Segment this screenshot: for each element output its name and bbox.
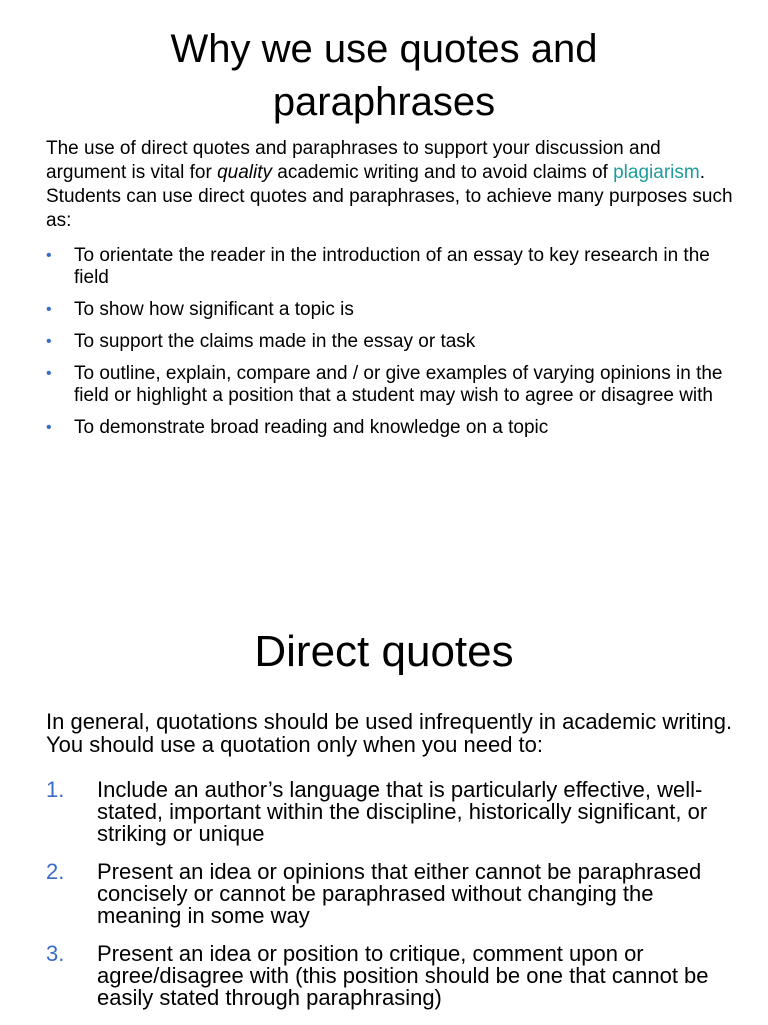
item-number: 1. xyxy=(46,777,65,802)
list-item xyxy=(46,779,736,845)
list-item xyxy=(46,363,736,407)
item-number: 3. xyxy=(46,941,65,966)
intro-text-1: The use of direct quotes and paraphrases to support your discussion and argument is vital for xyxy=(46,138,661,183)
bullet-icon: • xyxy=(46,419,52,436)
intro-text-2: academic writing and to avoid claims of xyxy=(272,162,614,183)
bullet-icon: • xyxy=(46,365,52,382)
intro-text-3: . Students can use direct quotes and paraphrases, to achieve many purposes such as: xyxy=(46,162,733,231)
list-item xyxy=(46,417,736,439)
slide-title: Direct quotes xyxy=(254,627,514,676)
bullet-icon: • xyxy=(46,333,52,350)
list-item xyxy=(46,861,736,927)
item-number: 2. xyxy=(46,859,65,884)
list-item-text: To demonstrate broad reading and knowledge on a topic xyxy=(74,417,549,438)
title-line-1: Why we use quotes and xyxy=(170,27,598,71)
bullet-icon: • xyxy=(46,247,52,264)
title-line-2: paraphrases xyxy=(272,80,496,124)
list-item-text: Present an idea or opinions that either cannot be paraphrased concisely or cannot be paraphrased without changing the meaning in some way xyxy=(97,859,702,928)
list-item xyxy=(46,245,736,289)
intro-paragraph xyxy=(46,137,736,233)
quotation-reasons-list xyxy=(46,779,736,1025)
list-item xyxy=(46,943,736,1009)
list-item-text: To orientate the reader in the introduction of an essay to key research in the field xyxy=(74,245,710,288)
list-item xyxy=(46,299,736,321)
list-item-text: To show how significant a topic is xyxy=(74,299,354,320)
intro-paragraph: In general, quotations should be used infrequently in academic writing. You should use a quotation only when you need to: xyxy=(46,709,733,757)
purposes-list xyxy=(46,245,736,449)
list-item-text: Present an idea or position to critique, comment upon or agree/disagree with (this position should be one that cannot be easily stated through paraphrasing) xyxy=(97,941,709,1010)
list-item-text: Include an author’s language that is particularly effective, well-stated, important within the discipline, historically significant, or striking or unique xyxy=(97,777,708,846)
list-item-text: To support the claims made in the essay or task xyxy=(74,331,476,352)
plagiarism-link[interactable]: plagiarism xyxy=(613,162,700,183)
bullet-icon: • xyxy=(46,301,52,318)
slide-title xyxy=(0,23,768,129)
list-item-text: To outline, explain, compare and / or give examples of varying opinions in the field or highlight a position that a student may wish to agree or disagree with xyxy=(74,363,723,406)
intro-emphasis: quality xyxy=(217,162,272,183)
list-item xyxy=(46,331,736,353)
slide-direct-quotes xyxy=(0,620,768,1024)
